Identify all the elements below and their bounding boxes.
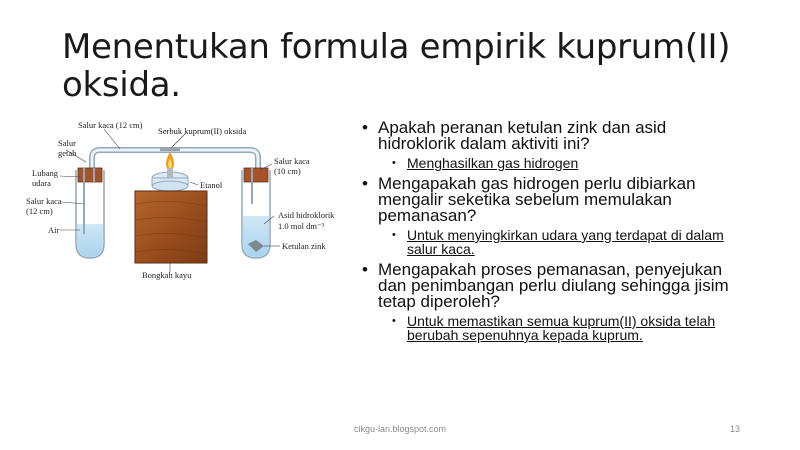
label-glass-tube-left-2: (12 cm) [26, 206, 53, 216]
footer-source: cikgu-lan.blogspot.com [353, 424, 447, 434]
question-text: Mengapakah gas hidrogen perlu dibiarkan mengalir seketika sebelum memulakan pemanasan? [378, 174, 696, 225]
bullet-icon: • [362, 174, 368, 193]
answer-text: Untuk menyingkirkan udara yang terdapat di dalam salur kaca. [407, 227, 724, 257]
qa-list [362, 120, 747, 348]
bullet-icon: • [362, 118, 368, 137]
bullet-icon: • [392, 157, 396, 169]
glass-tube-top [92, 147, 258, 172]
label-hydrochloric-acid-1: Asid hidroklorik [278, 210, 335, 220]
answer-text: Untuk memastikan semua kuprum(II) oksida telah berubah sepenuhnya kepada kuprum. [407, 313, 716, 343]
label-glass-tube-top: Salur kaca (12 cm) [78, 120, 143, 130]
question-text: Mengapakah proses pemanasan, penyejukan dan penimbangan perlu diulang sehingga jisim tetap diperoleh? [378, 260, 729, 311]
label-air-hole-1: Lubang [32, 168, 58, 178]
question-1 [362, 120, 747, 152]
label-hydrochloric-acid-2: 1.0 mol dm⁻³ [278, 221, 324, 231]
answer-1 [362, 156, 747, 170]
question-2 [362, 176, 747, 224]
label-zinc-granules: Ketulan zink [282, 241, 326, 251]
label-copper-oxide: Serbuk kuprum(II) oksida [158, 126, 247, 136]
label-air-hole-2: udara [32, 178, 51, 188]
ethanol-burner [152, 152, 188, 191]
label-rubber-tube-1: Salur [58, 138, 76, 148]
label-glass-tube-right-1: Salur kaca [274, 156, 310, 166]
question-text: Apakah peranan ketulan zink dan asid hidroklorik dalam aktiviti ini? [378, 118, 667, 153]
label-glass-tube-right-2: (10 cm) [274, 166, 301, 176]
label-water: Air [48, 225, 60, 235]
slide-title: Menentukan formula empirik kuprum(II) oksida. [62, 27, 731, 105]
label-rubber-tube-2: getah [58, 148, 77, 158]
label-wooden-block: Bongkah kayu [142, 270, 192, 280]
page-number: 13 [729, 424, 740, 434]
answer-text: Menghasilkan gas hidrogen [407, 155, 579, 171]
label-glass-tube-left-1: Salur kaca [26, 196, 62, 206]
copper-oxide-powder [160, 147, 180, 151]
bullet-icon: • [362, 260, 368, 279]
test-tube-left [76, 168, 104, 258]
question-3 [362, 262, 747, 310]
label-ethanol: Etanol [200, 180, 223, 190]
apparatus-diagram [20, 112, 360, 282]
test-tube-right [242, 168, 270, 258]
answer-2 [362, 228, 747, 256]
answer-3 [362, 314, 747, 342]
rubber-stopper-left [78, 168, 102, 182]
bullet-icon: • [392, 315, 396, 327]
bullet-icon: • [392, 229, 396, 241]
rubber-stopper-right [244, 168, 268, 182]
